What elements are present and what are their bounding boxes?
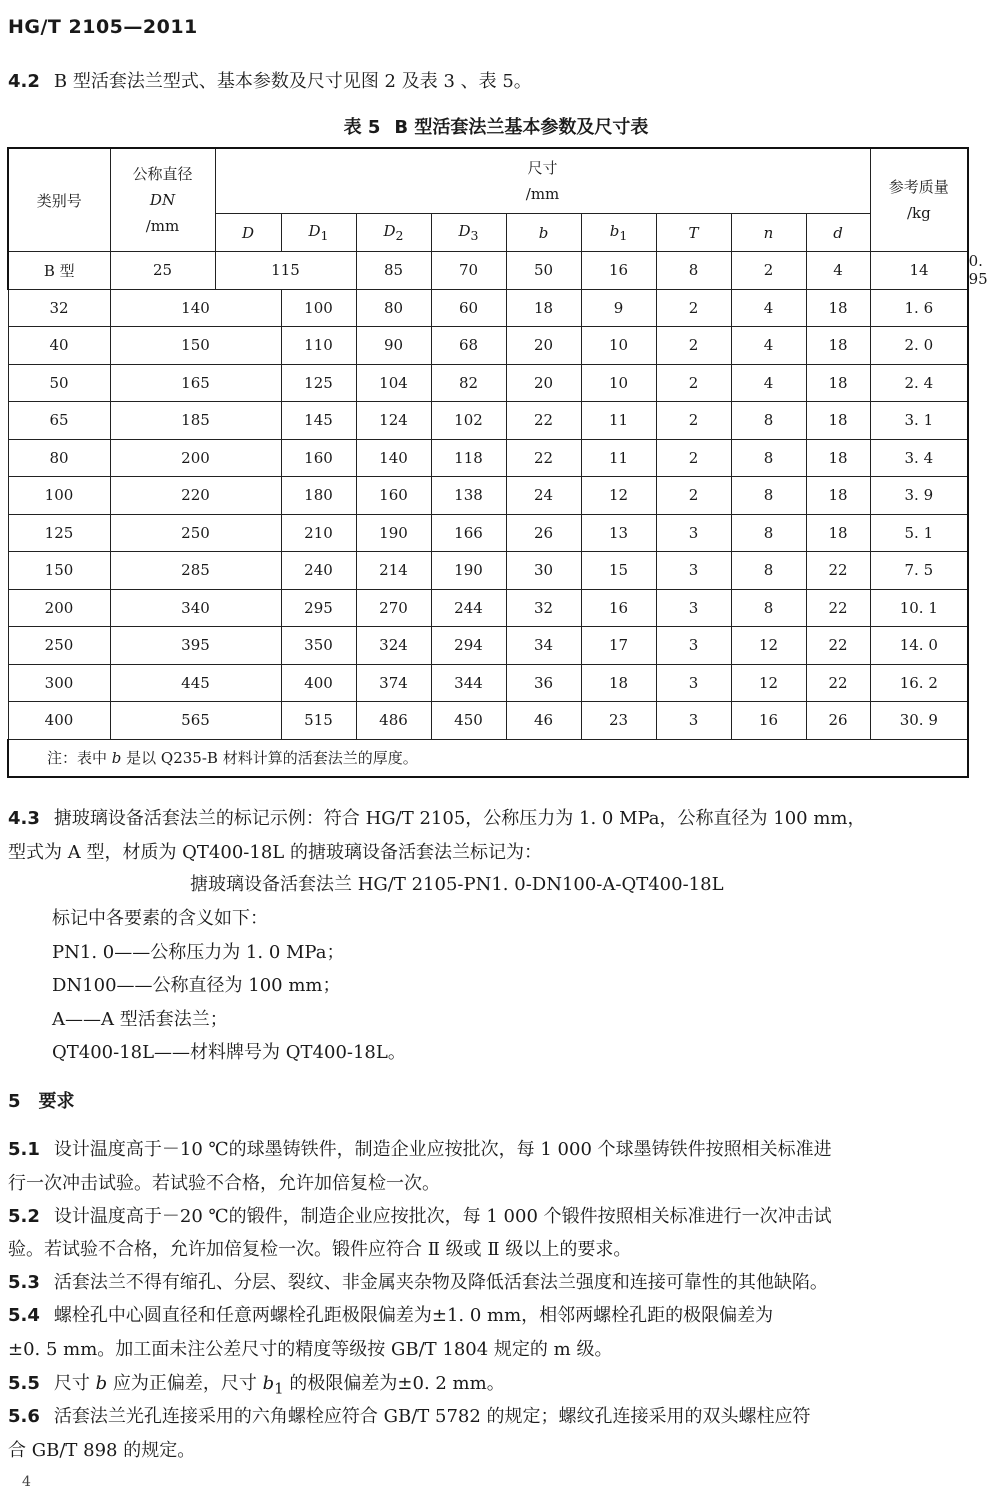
table-cell: 22: [806, 589, 870, 627]
table-cell: 125: [281, 364, 356, 402]
subheader-b1: $b_1$: [581, 214, 656, 252]
table-cell: 11: [581, 439, 656, 477]
table-cell: 250: [110, 514, 281, 552]
table-cell: 10: [581, 364, 656, 402]
table-cell: 395: [110, 627, 281, 665]
table-cell: 25: [110, 252, 215, 290]
table-cell: 344: [431, 664, 506, 702]
table-cell: 185: [110, 402, 281, 440]
clause-5-5: 5.5 尺寸 b 应为正偏差，尺寸 $b_1$ 的极限偏差为±0. 2 mm。: [8, 1373, 505, 1398]
table-cell: 11: [581, 402, 656, 440]
clause-5-1-line2: 行一次冲击试验。若试验不合格，允许加倍复检一次。: [8, 1173, 440, 1194]
table-cell: 36: [506, 664, 581, 702]
table-note: 注：表中 b 是以 Q235-B 材料计算的活套法兰的厚度。: [8, 739, 968, 777]
table-cell: 15: [581, 552, 656, 590]
table-cell: 285: [110, 552, 281, 590]
section-5-heading: 5 要求: [8, 1091, 75, 1112]
table-cell: 60: [431, 289, 506, 327]
table-cell: 20: [506, 327, 581, 365]
table-row: [8, 664, 968, 702]
table-cell: 34: [506, 627, 581, 665]
table-cell: 102: [431, 402, 506, 440]
table-cell: 23: [581, 702, 656, 740]
clause-5-4: 5.4 螺栓孔中心圆直径和任意两螺栓孔距极限偏差为±1. 0 mm，相邻两螺栓孔距的极限偏差为: [8, 1305, 774, 1326]
table-cell: 2: [656, 327, 731, 365]
subheader-b: b: [506, 214, 581, 252]
table-cell: 145: [281, 402, 356, 440]
table-cell: 8: [656, 252, 731, 290]
table-cell: 40: [8, 327, 110, 365]
table-cell: 250: [8, 627, 110, 665]
document-code: HG/T 2105—2011: [8, 16, 198, 38]
table-cell: 26: [506, 514, 581, 552]
table-cell: 68: [431, 327, 506, 365]
table-cell: 17: [581, 627, 656, 665]
subheader-n: n: [731, 214, 806, 252]
table-cell: 14. 0: [870, 627, 968, 665]
table-cell: 270: [356, 589, 431, 627]
table-cell: 180: [281, 477, 356, 515]
clause-5-2: 5.2 设计温度高于－20 ℃的锻件，制造企业应按批次，每 1 000 个锻件按照相关标准进行一次冲击试: [8, 1206, 832, 1227]
table-cell: 18: [806, 514, 870, 552]
table-cell: 12: [731, 664, 806, 702]
table-cell: 8: [731, 552, 806, 590]
table-cell: 190: [356, 514, 431, 552]
table-row: [8, 514, 968, 552]
flange-dimension-table: [7, 147, 988, 778]
table-cell: 2: [656, 439, 731, 477]
clause-5-2-line2: 验。若试验不合格，允许加倍复检一次。锻件应符合 Ⅱ 级或 Ⅱ 级以上的要求。: [8, 1239, 632, 1260]
table-cell: 374: [356, 664, 431, 702]
subheader-D2: $D_2$: [356, 214, 431, 252]
table-cell: 300: [8, 664, 110, 702]
table-cell: 12: [731, 627, 806, 665]
table-cell: 4: [806, 252, 870, 290]
table-cell: 18: [806, 477, 870, 515]
table-row: [8, 327, 968, 365]
table-cell: 515: [281, 702, 356, 740]
table-cell: 3. 9: [870, 477, 968, 515]
table-cell: 18: [806, 364, 870, 402]
table-cell: 165: [110, 364, 281, 402]
table-cell: 200: [110, 439, 281, 477]
table-cell: 124: [356, 402, 431, 440]
table-cell: 32: [8, 289, 110, 327]
clause-5-6: 5.6 活套法兰光孔连接采用的六角螺栓应符合 GB/T 5782 的规定；螺纹孔连接采用的双头螺柱应符: [8, 1406, 811, 1427]
table-cell: 8: [731, 477, 806, 515]
table-cell: 4: [731, 327, 806, 365]
table-cell: 8: [731, 439, 806, 477]
table-cell: 16. 2: [870, 664, 968, 702]
table-cell: 10: [581, 327, 656, 365]
table-cell: 22: [506, 402, 581, 440]
table-cell: 104: [356, 364, 431, 402]
table-row: [8, 364, 968, 402]
table-cell: 8: [731, 514, 806, 552]
table-cell: 30: [506, 552, 581, 590]
table-cell: 140: [110, 289, 281, 327]
clause-text: B 型活套法兰型式、基本参数及尺寸见图 2 及表 3 、表 5。: [53, 71, 532, 92]
table-cell: 3: [656, 664, 731, 702]
marking-item: DN100——公称直径为 100 mm；: [52, 975, 341, 996]
header-dimensions: 尺寸 /mm: [215, 148, 870, 214]
subheader-D1: $D_1$: [281, 214, 356, 252]
table-cell: 150: [110, 327, 281, 365]
table-cell: 8: [731, 402, 806, 440]
table-cell: 100: [8, 477, 110, 515]
table-cell: 138: [431, 477, 506, 515]
table-cell: 18: [806, 439, 870, 477]
table-cell: 26: [806, 702, 870, 740]
table-cell: 125: [8, 514, 110, 552]
marking-item: QT400-18L——材料牌号为 QT400-18L。: [52, 1042, 406, 1063]
header-category: 类别号: [8, 148, 110, 252]
clause-5-6-line2: 合 GB/T 898 的规定。: [8, 1440, 196, 1461]
table-cell: 140: [356, 439, 431, 477]
table-cell: 2: [656, 477, 731, 515]
table-cell: 3: [656, 627, 731, 665]
table-cell: 3: [656, 702, 731, 740]
table-cell: 18: [806, 327, 870, 365]
table-cell: 214: [356, 552, 431, 590]
table-cell: 100: [281, 289, 356, 327]
header-mass: 参考质量 /kg: [870, 148, 968, 252]
table-cell: 5. 1: [870, 514, 968, 552]
table-cell: 16: [581, 252, 656, 290]
table-cell: 400: [8, 702, 110, 740]
table-cell: 565: [110, 702, 281, 740]
marking-item: PN1. 0——公称压力为 1. 0 MPa；: [52, 942, 345, 963]
table-cell: 13: [581, 514, 656, 552]
table-cell: 3: [656, 589, 731, 627]
table-cell: 3: [656, 552, 731, 590]
table-cell: 450: [431, 702, 506, 740]
table-cell: 4: [731, 364, 806, 402]
table-cell: 18: [806, 402, 870, 440]
table-cell: 350: [281, 627, 356, 665]
page-number: 4: [22, 1474, 31, 1490]
table-cell: 190: [431, 552, 506, 590]
table-cell: 14: [870, 252, 968, 290]
table-cell: 50: [506, 252, 581, 290]
table-cell: 295: [281, 589, 356, 627]
table-cell: 400: [281, 664, 356, 702]
table-row: [8, 589, 968, 627]
table-cell: 210: [281, 514, 356, 552]
subheader-D3: $D_3$: [431, 214, 506, 252]
clause-5-3: 5.3 活套法兰不得有缩孔、分层、裂纹、非金属夹杂物及降低活套法兰强度和连接可靠性的其他缺陷。: [8, 1272, 828, 1293]
table-cell: 82: [431, 364, 506, 402]
subheader-D: D: [215, 214, 281, 252]
clause-4-3-line2: 型式为 A 型，材质为 QT400-18L 的搪玻璃设备活套法兰标记为：: [8, 842, 542, 863]
table-row: B 型 25 115 85 70 50 16 8 2 4 14 0. 95: [8, 252, 968, 290]
table-cell: 8: [731, 589, 806, 627]
table-title: B 型活套法兰基本参数及尺寸表: [394, 117, 649, 138]
table-row: [8, 289, 968, 327]
table-cell: 2: [656, 402, 731, 440]
table-cell: 3: [656, 514, 731, 552]
table-cell: 18: [806, 289, 870, 327]
table-cell: 110: [281, 327, 356, 365]
table-cell: 2. 0: [870, 327, 968, 365]
table-cell: 294: [431, 627, 506, 665]
table-cell: 10. 1: [870, 589, 968, 627]
table-cell: 7. 5: [870, 552, 968, 590]
subheader-d: d: [806, 214, 870, 252]
subheader-T: T: [656, 214, 731, 252]
table-cell: 80: [356, 289, 431, 327]
table-caption: [0, 113, 992, 139]
table-cell: 1. 6: [870, 289, 968, 327]
table-cell: 200: [8, 589, 110, 627]
table-cell: 220: [110, 477, 281, 515]
table-cell: 2: [656, 289, 731, 327]
table-cell: 12: [581, 477, 656, 515]
table-cell: 30. 9: [870, 702, 968, 740]
table-cell: 240: [281, 552, 356, 590]
table-cell: 46: [506, 702, 581, 740]
table-cell: 50: [8, 364, 110, 402]
clause-4-3: 4.3 搪玻璃设备活套法兰的标记示例：符合 HG/T 2105，公称压力为 1. 0 MPa，公称直径为 100 mm，: [8, 808, 866, 829]
table-row: [8, 477, 968, 515]
table-cell: 22: [806, 664, 870, 702]
table-cell: 70: [431, 252, 506, 290]
table-cell: 22: [806, 552, 870, 590]
table-cell: 445: [110, 664, 281, 702]
table-cell: 115: [215, 252, 356, 290]
table-cell: 2. 4: [870, 364, 968, 402]
table-cell: 324: [356, 627, 431, 665]
header-row: [8, 148, 968, 214]
table-cell: 3. 4: [870, 439, 968, 477]
clause-4-2: [8, 70, 532, 94]
header-dn: 公称直径 DN /mm: [110, 148, 215, 252]
table-cell: 486: [356, 702, 431, 740]
table-cell: 118: [431, 439, 506, 477]
table-cell: 160: [356, 477, 431, 515]
table-cell: 160: [281, 439, 356, 477]
table-cell: 3. 1: [870, 402, 968, 440]
table-cell: 166: [431, 514, 506, 552]
table-cell: 244: [431, 589, 506, 627]
table-note-row: [8, 739, 968, 777]
table-cell: 90: [356, 327, 431, 365]
table-cell: 9: [581, 289, 656, 327]
marking-item: A——A 型活套法兰；: [52, 1009, 228, 1030]
table-cell: 150: [8, 552, 110, 590]
table-cell: 16: [581, 589, 656, 627]
table-cell: 2: [731, 252, 806, 290]
clause-5-1: 5.1 设计温度高于－10 ℃的球墨铸铁件，制造企业应按批次，每 1 000 个球墨铸铁件按照相关标准进: [8, 1139, 832, 1160]
table-row: [8, 402, 968, 440]
table-cell: 2: [656, 364, 731, 402]
table-cell: 18: [506, 289, 581, 327]
table-cell: 18: [581, 664, 656, 702]
table-cell: 24: [506, 477, 581, 515]
table-row: [8, 552, 968, 590]
table-cell: 20: [506, 364, 581, 402]
table-cell: 340: [110, 589, 281, 627]
category-cell: B 型: [8, 252, 110, 290]
table-cell: 32: [506, 589, 581, 627]
table-cell: 4: [731, 289, 806, 327]
table-cell: 16: [731, 702, 806, 740]
table-cell: 80: [8, 439, 110, 477]
table-cell: 85: [356, 252, 431, 290]
table-row: [8, 627, 968, 665]
clause-number: 4.2: [8, 71, 40, 92]
marking-example: 搪玻璃设备活套法兰 HG/T 2105-PN1. 0-DN100-A-QT400-18L: [190, 874, 724, 895]
table-row: [8, 439, 968, 477]
table-cell: 22: [806, 627, 870, 665]
table-number: 表 5: [343, 117, 381, 138]
table-cell: 22: [506, 439, 581, 477]
marking-intro: 标记中各要素的含义如下：: [52, 908, 268, 929]
table-cell: 65: [8, 402, 110, 440]
table-row: [8, 702, 968, 740]
clause-5-4-line2: ±0. 5 mm。加工面未注公差尺寸的精度等级按 GB/T 1804 规定的 m 级。: [8, 1339, 613, 1360]
